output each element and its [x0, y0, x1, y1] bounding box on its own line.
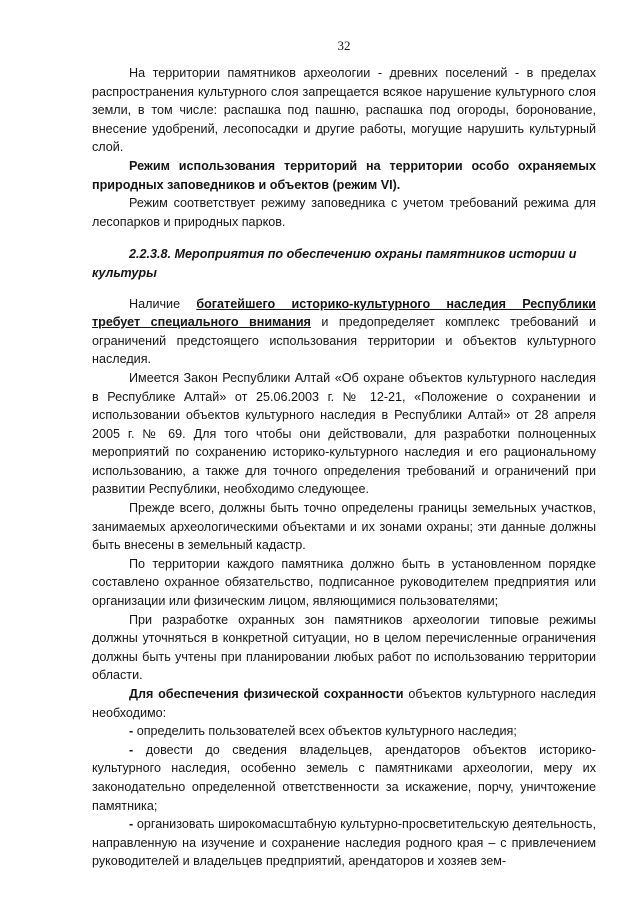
paragraph-protection-zones: При разработке охранных зон памятников археологии типовые режимы должны уточняться в конкретной ситуации, но в целом перечисленные ограничения должны быть учтены при планировании любых работ по использованию территории области.	[92, 612, 596, 683]
paragraph-regime-vi-title: Режим использования территорий на территории особо охраняемых природных заповедников и объектов (режим VI).	[92, 158, 596, 192]
paragraph-archaeology-restrictions: На территории памятников археологии - древних поселений - в пределах распространения культурного слоя запрещается всякое нарушение культурного слоя земли, в том числе: распашка под пашню, распашка под огороды, боронование, внесение удобрений, лесопосадки и другие работы, могущие нарушить культурный слой.	[92, 66, 596, 155]
text-underlined-emphasis: богатейшего историко-культурного наследия Республики требует специального внимания	[92, 296, 596, 330]
page-number: 32	[337, 38, 351, 53]
paragraph-laws: Имеется Закон Республики Алтай «Об охране объектов культурного наследия в Республике Алтай» от 25.06.2003 г. № 12-21, «Положение о сохранении и использовании объектов культурного наследия в Республики Алтай» от 28 апреля 2005 г. № 69. Для того чтобы они действовали, для разработки полноценных мероприятий по сохранению историко-культурного наследия и его рациональному использованию, а также для точного определения требований и ограничений при развитии Республики, необходимо следующее.	[92, 370, 596, 497]
list-item	[92, 815, 596, 871]
list-item-text: организовать широкомасштабную культурно-просветительскую деятельность, направленную на изучение и сохранение наследия родного края – с привлечением руководителей и владельцев предприятий, арендаторов и хозяев зем-	[92, 817, 596, 869]
text-bold-lead: Для обеспечения физической сохранности	[129, 687, 404, 701]
list-dash: -	[129, 742, 134, 757]
paragraph-physical-safety	[92, 685, 596, 722]
list-item	[92, 741, 596, 815]
paragraph-protection-obligation: По территории каждого памятника должно быть в установленном порядке составлено охранное обязательство, подписанное руководителем предприятия или организации или физическим лицом, являющимися пользователями;	[92, 556, 596, 609]
list-item	[92, 722, 596, 741]
list-item-text: довести до сведения владельцев, арендаторов объектов историко-культурного наследия, особенно земель с памятниками археологии, меру их законодательно определенной ответственности за искажение, порчу, уничтожение памятника;	[92, 742, 596, 813]
paragraph-heritage-importance	[92, 295, 596, 369]
text-rest: объектов культурного наследия необходимо:	[92, 687, 597, 720]
text-start: Наличие	[129, 296, 197, 311]
paragraph-regime-vi-text: Режим соответствует режиму заповедника с учетом требований режима для лесопарков и природных парков.	[92, 196, 596, 229]
list-dash: -	[129, 724, 134, 739]
text-end: и предопределяет комплекс требований и ограничений предстоящего использования территории и объектов культурного наследия.	[92, 315, 597, 367]
section-heading: 2.2.3.8. Мероприятия по обеспечению охраны памятников истории и культуры	[92, 247, 577, 280]
list-item-text: определить пользователей всех объектов культурного наследия;	[136, 724, 517, 739]
list-dash: -	[129, 817, 134, 832]
paragraph-boundaries: Прежде всего, должны быть точно определены границы земельных участков, занимаемых археологическими объектами и их зонами охраны; эти данные должны быть внесены в земельный кадастр.	[92, 501, 596, 553]
